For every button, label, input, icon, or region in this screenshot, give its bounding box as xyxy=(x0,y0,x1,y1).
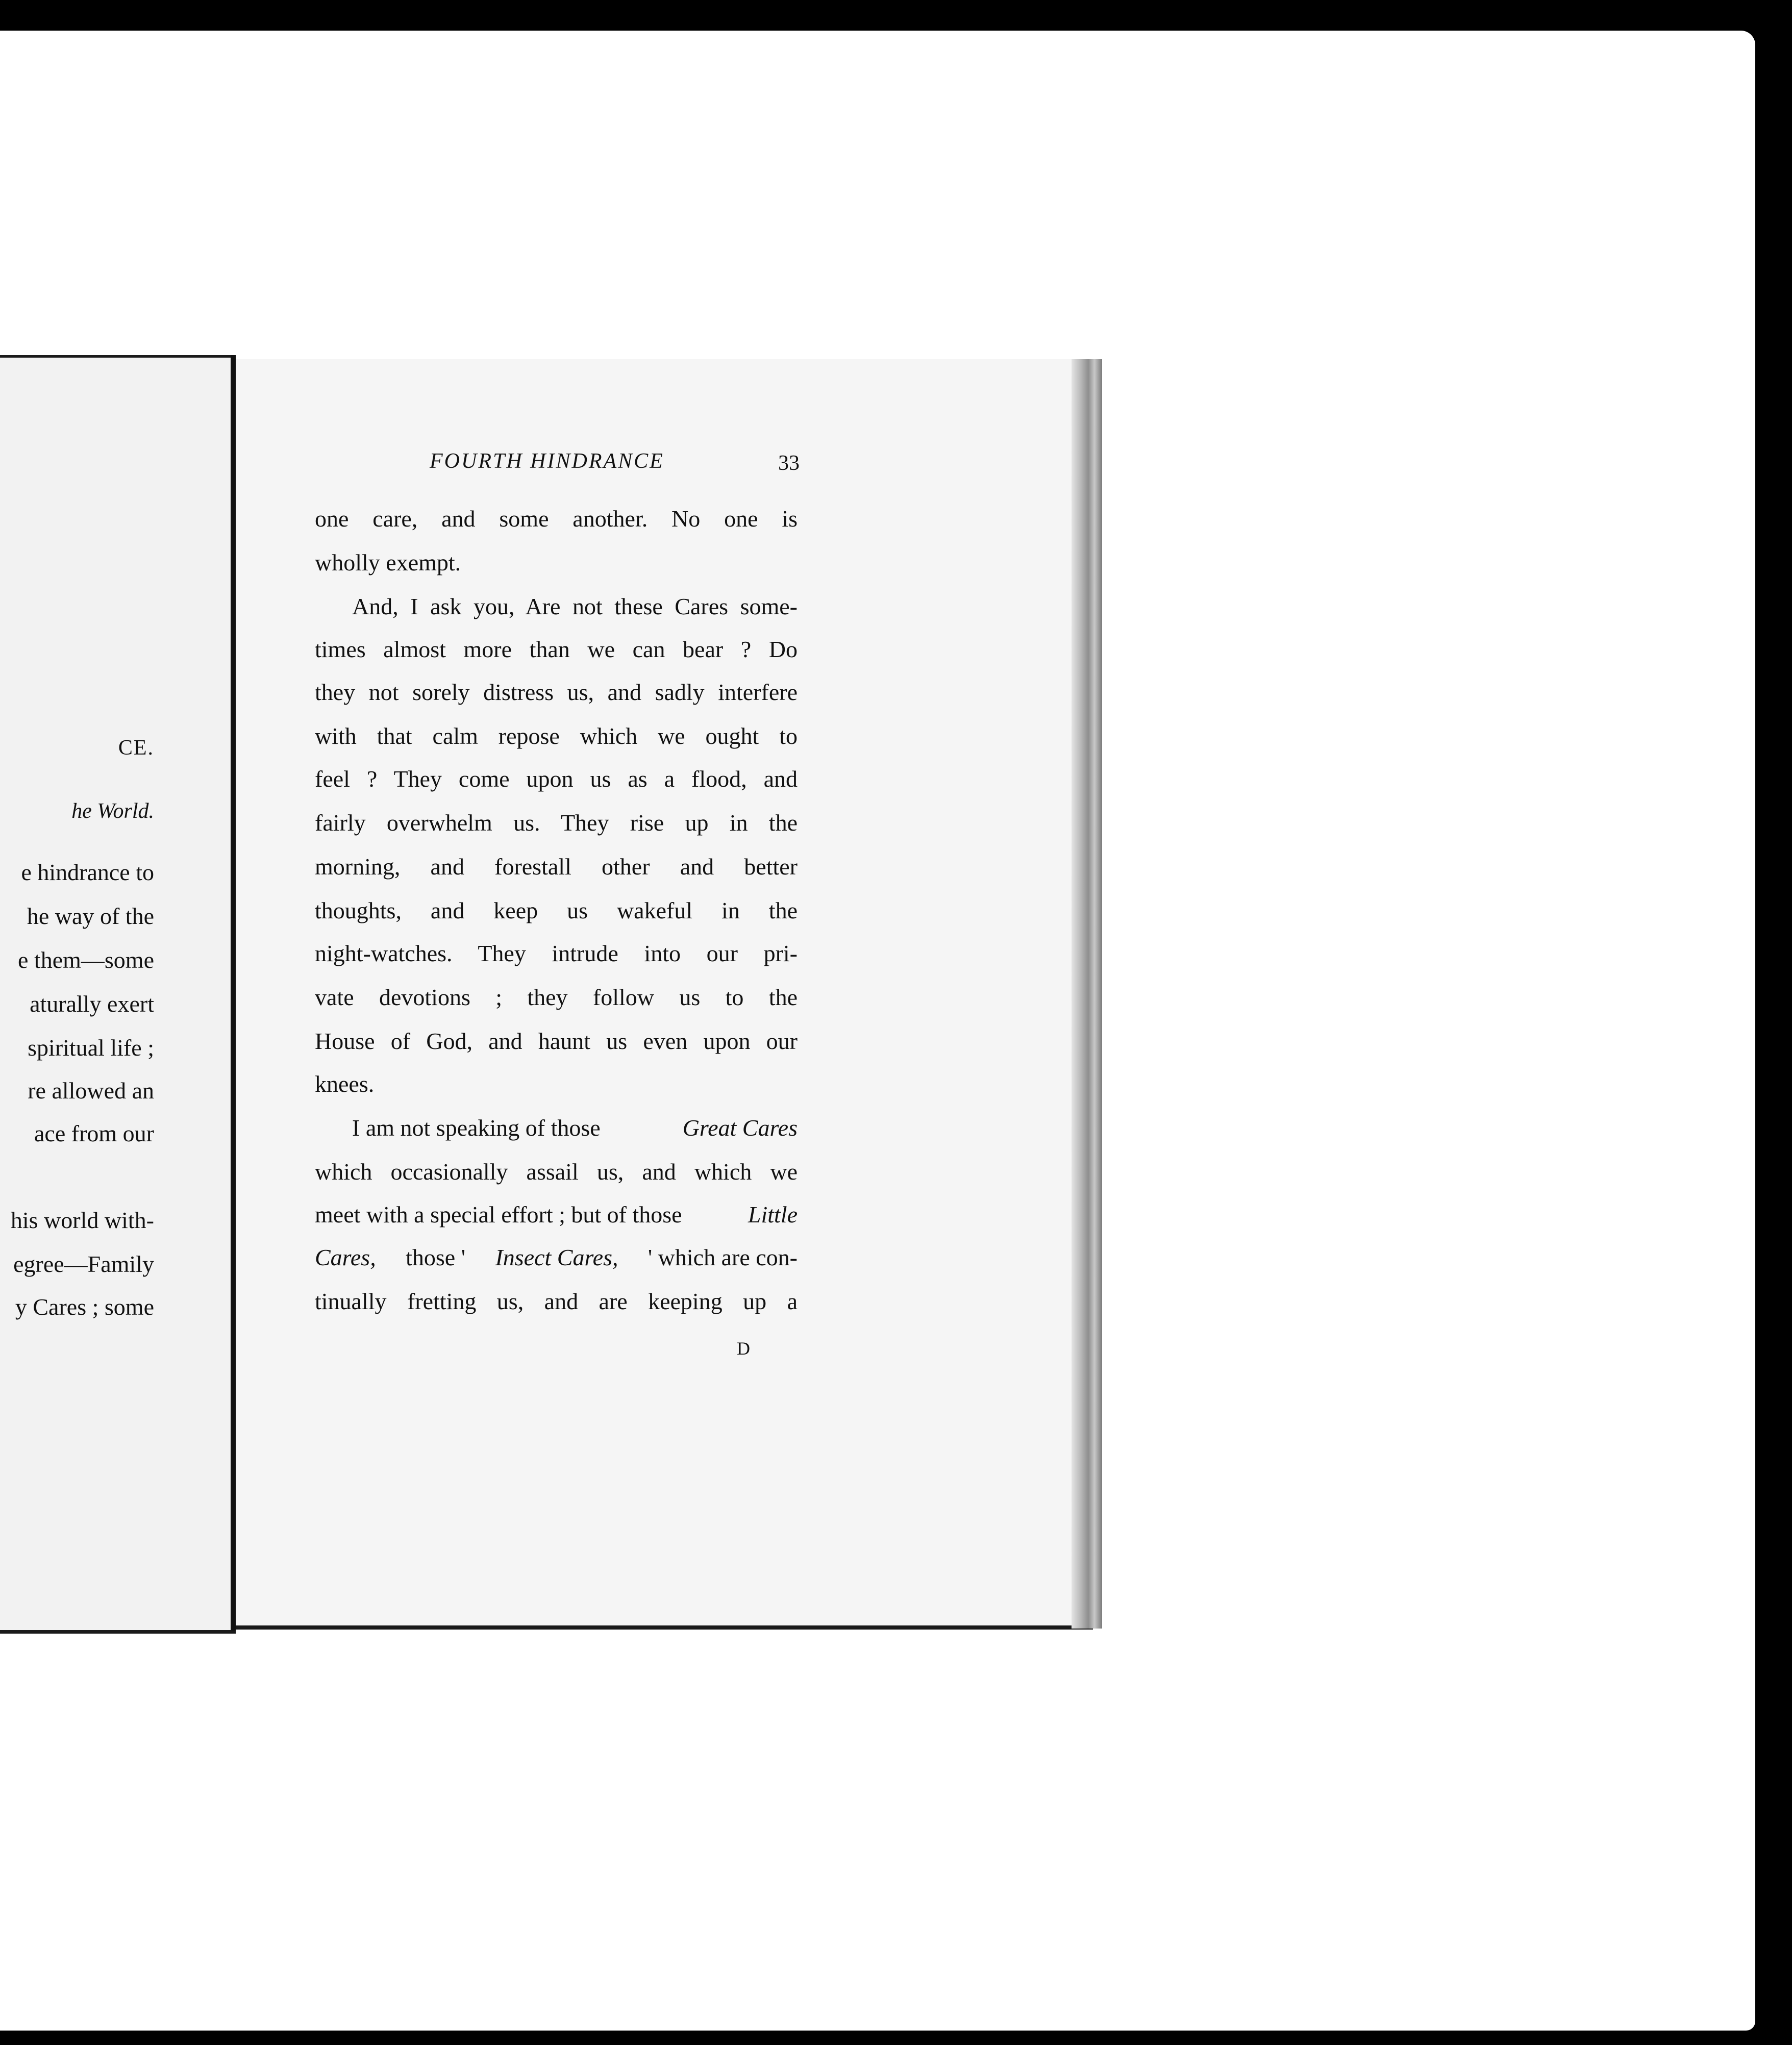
left-line-2: he World. xyxy=(71,799,154,823)
text-line-8: fairly overwhelm us. They rise up in the xyxy=(315,810,798,836)
running-head: FOURTH HINDRANCE xyxy=(430,449,664,473)
page-number: 33 xyxy=(778,452,800,475)
text-line-7: feel ? They come upon us as a flood, and xyxy=(315,766,798,792)
left-line-5: e them—some xyxy=(18,947,154,973)
text-line-14: knees. xyxy=(315,1071,375,1097)
text-line-1: one care, and some another. No one is xyxy=(315,506,798,532)
left-line-11: egree—Family xyxy=(13,1251,154,1277)
left-line-9: ace from our xyxy=(34,1120,154,1146)
text-line-10: thoughts, and keep us wakeful in the xyxy=(315,897,798,923)
text-line-6: with that calm repose which we ought to xyxy=(315,723,798,749)
text-line-17 xyxy=(315,1203,798,1226)
text-line-19: tinually fretting us, and are keeping up a xyxy=(315,1288,798,1314)
text-line-9: morning, and forestall other and better xyxy=(315,854,798,880)
signature-mark: D xyxy=(737,1338,750,1359)
left-line-8: re allowed an xyxy=(28,1078,154,1104)
italic-phrase: Little xyxy=(748,1201,798,1228)
text-line-11: night-watches. They intrude into our pri- xyxy=(315,940,798,966)
left-line-10: his world with- xyxy=(10,1207,154,1233)
italic-phrase: Cares, xyxy=(315,1244,376,1270)
text-line-5: they not sorely distress us, and sadly interfere xyxy=(315,679,798,705)
italic-phrase: Insect Cares, xyxy=(495,1244,618,1270)
italic-phrase: Great Cares xyxy=(682,1115,798,1141)
left-line-1: CE. xyxy=(118,736,154,760)
left-line-12: y Cares ; some xyxy=(15,1294,154,1320)
scan-bottom-strip xyxy=(0,2045,1792,2053)
text-line-13: House of God, and haunt us even upon our xyxy=(315,1028,798,1054)
left-line-7: spiritual life ; xyxy=(28,1035,154,1061)
left-line-4: he way of the xyxy=(27,903,154,929)
left-line-3: e hindrance to xyxy=(21,859,154,885)
text-segment: meet with a special effort ; but of those xyxy=(315,1201,682,1228)
text-line-15 xyxy=(352,1116,798,1140)
page-edge-shadow xyxy=(1072,359,1102,1629)
book-gutter xyxy=(231,355,236,1631)
text-segment: those ' xyxy=(406,1244,466,1270)
text-line-2: wholly exempt. xyxy=(315,549,461,575)
text-line-18 xyxy=(315,1246,798,1269)
text-segment: I am not speaking of those xyxy=(352,1115,601,1141)
left-page xyxy=(0,355,236,1634)
text-line-4: times almost more than we can bear ? Do xyxy=(315,636,798,662)
text-line-16: which occasionally assail us, and which we xyxy=(315,1159,798,1185)
right-page xyxy=(236,359,1093,1630)
text-line-3: And, I ask you, Are not these Cares some- xyxy=(352,593,798,619)
text-segment: ' which are con- xyxy=(648,1244,798,1270)
text-line-12: vate devotions ; they follow us to the xyxy=(315,984,798,1010)
left-line-6: aturally exert xyxy=(30,991,154,1017)
